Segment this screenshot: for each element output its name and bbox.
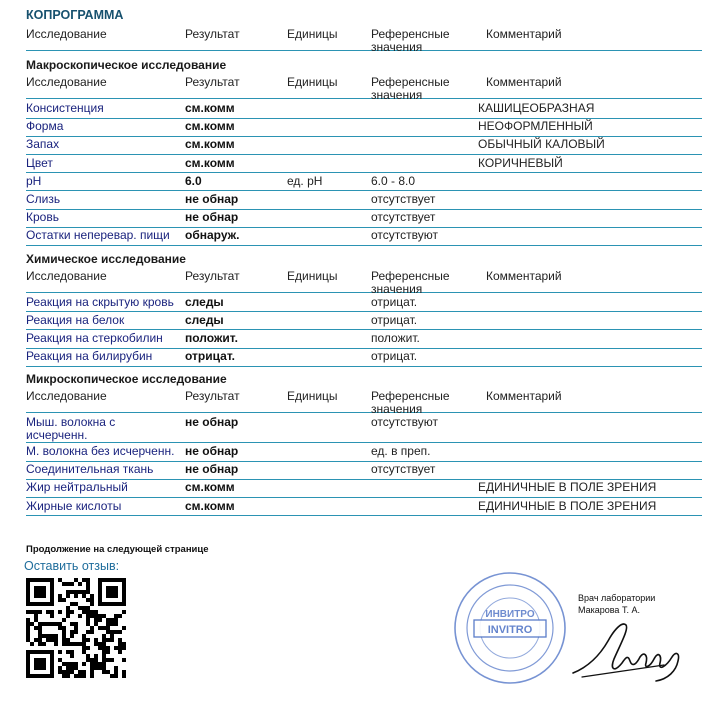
cell-name: Слизь [26,192,61,206]
stamp-text-top: ИНВИТРО [485,609,535,620]
cell-result: не обнар [185,192,239,206]
section-title: Микроскопическое исследование [26,372,227,387]
table-row [26,136,702,155]
cell-units: ед. pH [287,173,323,188]
cell-name: Консистенция [26,101,104,115]
column-header: Исследование [26,268,107,283]
cell-ref: ед. в преп. [371,443,431,458]
cell-result: не обнар [185,210,239,225]
table-header-row [26,74,702,102]
column-header: Единицы [287,27,338,41]
cell-comment: НЕОФОРМЛЕННЫЙ [478,119,593,134]
cell-name: Остатки неперевар. пищи [26,228,170,243]
column-header: Исследование [26,27,107,41]
doctor-name: Макарова Т. А. [578,605,640,615]
table-row [26,191,702,210]
column-header: Референсные значения [371,27,450,54]
table-header-row [26,268,702,296]
cell-name: Цвет [26,155,53,170]
cell-name: Запах [26,137,60,152]
signature-icon [568,615,693,685]
cell-ref: отсутствует [371,192,436,206]
cell-ref: отрицат. [371,294,418,309]
doctor-block [578,592,655,616]
qr-code-icon[interactable] [26,578,126,678]
cell-comment: КАШИЦЕОБРАЗНАЯ [478,101,595,115]
stamp-text-bottom: INVITRO [487,624,533,636]
cell-ref: отсутствует [371,462,436,477]
table-row [26,118,702,137]
column-header: Комментарий [486,389,562,404]
cell-result: отрицат. [185,349,235,364]
cell-result: следы [185,294,224,309]
table-row [26,227,702,246]
cell-result: 6.0 [185,173,202,188]
cell-result: положит. [185,331,238,345]
cell-ref: отсутствует [371,210,436,225]
cell-result: не обнар [185,443,239,458]
column-header: Референсные значения [371,268,450,296]
cell-ref: отсутствуют [371,228,438,243]
table-row [26,479,702,498]
cell-name: М. волокна без исчерченн. [26,443,175,458]
cell-name: Форма [26,119,64,134]
feedback-link[interactable]: Оставить отзыв: [24,559,120,573]
cell-ref: 6.0 - 8.0 [371,173,416,188]
cell-ref: отрицат. [371,349,418,364]
column-header: Комментарий [486,268,562,283]
section-title: Химическое исследование [26,251,186,266]
cell-name: Соединительная ткань [26,462,154,477]
column-header: Единицы [287,268,338,283]
doctor-title: Врач лаборатории [578,593,656,603]
table-header-row [26,388,702,417]
cell-name: Жир нейтральный [26,480,128,495]
cell-name: Кровь [26,210,59,225]
column-header: Исследование [26,75,107,89]
cell-result: см.комм [185,498,235,513]
lab-stamp-icon [452,570,568,686]
cell-ref: отсутствуют [371,415,438,430]
cell-name: Жирные кислоты [26,498,122,513]
continued-note: Продолжение на следующей странице [26,544,209,555]
cell-name: Реакция на скрытую кровь [26,294,174,309]
column-header: Комментарий [486,27,562,41]
cell-result: см.комм [185,155,235,170]
table-row [26,443,702,462]
column-header: Комментарий [486,75,562,89]
cell-ref: отрицат. [371,312,418,327]
table-row [26,155,702,174]
column-header: Результат [185,27,240,41]
cell-result: не обнар [185,462,239,477]
cell-name: Реакция на белок [26,312,125,327]
cell-result: не обнар [185,415,239,430]
column-header: Референсные значения [371,75,450,102]
table-row [26,348,702,367]
column-header: Результат [185,389,240,404]
cell-comment: ЕДИНИЧНЫЕ В ПОЛЕ ЗРЕНИЯ [478,498,657,513]
column-header: Референсные значения [371,389,450,417]
cell-result: см.комм [185,480,235,495]
table-row [26,330,702,349]
column-header: Результат [185,75,240,89]
table-row [26,173,702,192]
cell-name: Мыш. волокна с исчерченн. [26,415,116,443]
cell-name: pH [26,173,42,188]
cell-result: см.комм [185,119,235,134]
cell-ref: положит. [371,331,420,345]
table-row [26,498,702,517]
cell-result: обнаруж. [185,228,240,243]
column-header: Исследование [26,389,107,404]
column-header: Результат [185,268,240,283]
report-title: КОПРОГРАММА [26,8,124,22]
cell-result: см.комм [185,101,235,115]
table-row [26,312,702,331]
table-row [26,461,702,480]
column-header: Единицы [287,389,338,404]
cell-name: Реакция на билирубин [26,349,153,364]
table-row [26,414,702,443]
section-title: Макроскопическое исследование [26,58,227,72]
table-row [26,100,702,119]
cell-result: см.комм [185,137,235,152]
table-row [26,209,702,228]
cell-result: следы [185,312,224,327]
cell-name: Реакция на стеркобилин [26,331,163,345]
cell-comment: КОРИЧНЕВЫЙ [478,155,563,170]
table-row [26,294,702,313]
table-header-row [26,26,702,54]
column-header: Единицы [287,75,338,89]
cell-comment: ЕДИНИЧНЫЕ В ПОЛЕ ЗРЕНИЯ [478,480,657,495]
cell-comment: ОБЫЧНЫЙ КАЛОВЫЙ [478,137,605,152]
